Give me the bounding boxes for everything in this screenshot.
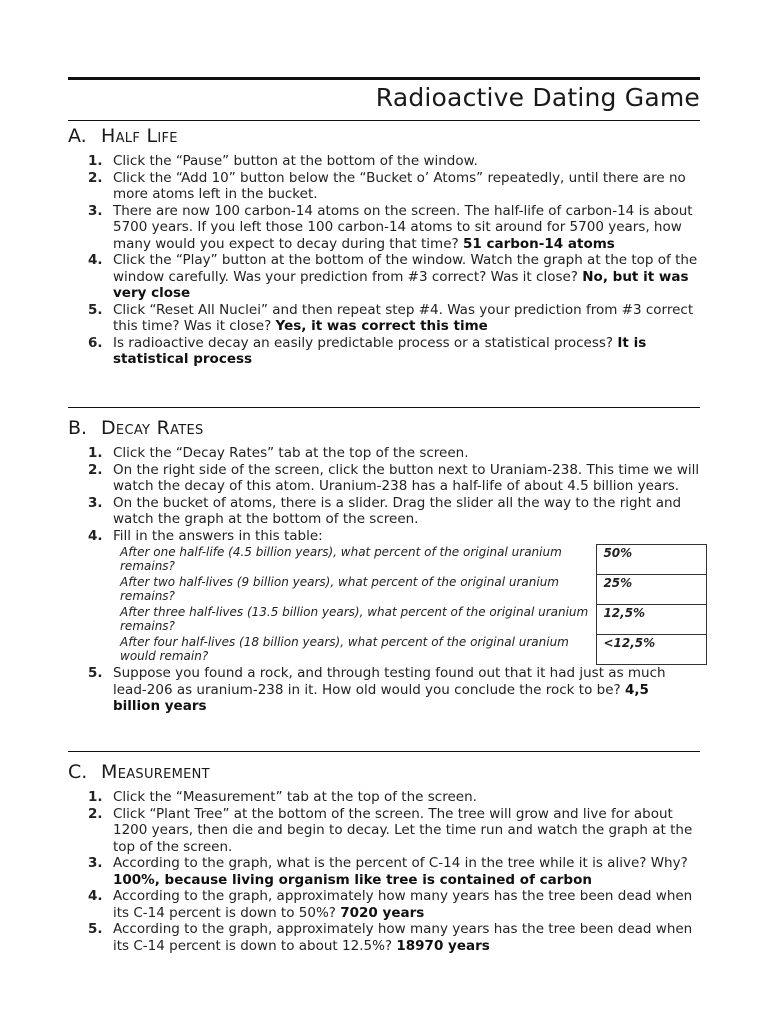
table-answer: 50% [597, 545, 707, 575]
question-item [68, 335, 700, 368]
section-heading [68, 416, 700, 440]
section-heading [68, 760, 700, 784]
question-item [68, 528, 700, 545]
title-rule [68, 120, 700, 121]
question-text: According to the graph, approximately how many years has the tree been dead when its C-14 percent is down to 50%? [113, 888, 693, 921]
question-item [68, 855, 700, 888]
section-title: Decay Rates [101, 417, 204, 439]
question-text: Click the “Play” button at the bottom of the window. Watch the graph at the top of the window carefully. Was your prediction from #3 correct? Was it close? [113, 252, 698, 285]
section-heading [68, 124, 700, 148]
question-list [68, 665, 700, 715]
question-item [68, 170, 700, 203]
question-item [68, 302, 700, 335]
answer-text: No, but it was very close [113, 268, 689, 301]
question-number: 6. [88, 334, 103, 351]
question-text: Is radioactive decay an easily predictable process or a statistical process? [113, 334, 614, 351]
question-number: 2. [88, 461, 103, 478]
section-letter: A. [68, 125, 87, 147]
section-letter: B. [68, 417, 88, 439]
answer-text: It is statistical process [113, 334, 647, 367]
answer-text: 4,5 billion years [113, 681, 649, 714]
answer-text: 100%, because living organism like tree is contained of carbon [113, 871, 592, 888]
table-question: After two half-lives (9 billion years), what percent of the original uranium remains? [120, 574, 559, 603]
question-item [68, 445, 700, 462]
answer-text: 51 carbon-14 atoms [462, 235, 615, 252]
question-text: On the bucket of atoms, there is a slider. Drag the slider all the way to the right and watch the graph at the bottom of the screen. [113, 494, 682, 527]
question-number: 5. [88, 301, 103, 318]
table-question: After four half-lives (18 billion years), what percent of the original uranium would remain? [120, 634, 569, 663]
question-number: 2. [88, 805, 103, 822]
question-item [68, 789, 700, 806]
question-list [68, 153, 700, 368]
question-number: 4. [88, 252, 103, 268]
question-text: Click the “Pause” button at the bottom of the window. [113, 153, 478, 169]
question-item [68, 921, 700, 954]
question-text: Click the “Decay Rates” tab at the top of the screen. [113, 445, 469, 461]
answer-text: Yes, it was correct this time [275, 318, 488, 334]
question-item [68, 888, 700, 921]
question-number: 5. [88, 665, 103, 681]
answer-text: 7020 years [340, 904, 425, 921]
question-item [68, 153, 700, 170]
question-list [68, 789, 700, 954]
section-measurement [68, 751, 700, 954]
question-text: There are now 100 carbon-14 atoms on the screen. The half-life of carbon-14 is about 5700 years. If you left those 100 carbon-14 atoms to sit around for 5700 years, how many would you expect to decay during that time? [113, 202, 693, 252]
question-number: 1. [88, 789, 103, 805]
question-number: 4. [88, 888, 103, 904]
answer-text: 18970 years [396, 937, 490, 954]
question-number: 5. [88, 921, 103, 937]
table-answer: 25% [597, 575, 707, 605]
top-rule [68, 77, 700, 80]
table-row [113, 605, 707, 635]
question-text: Click the “Add 10” button below the “Bucket o’ Atoms” repeatedly, until there are no more atoms left in the bucket. [113, 169, 686, 202]
answer-table [113, 544, 707, 665]
question-item [68, 462, 700, 495]
table-answer: 12,5% [597, 605, 707, 635]
section-title: Half Life [101, 125, 178, 147]
question-number: 3. [88, 202, 103, 219]
table-row [113, 575, 707, 605]
section-divider [68, 751, 700, 752]
question-text: According to the graph, what is the percent of C-14 in the tree while it is alive? Why? [113, 855, 688, 871]
question-list [68, 445, 700, 544]
question-item [68, 665, 700, 715]
section-decay-rates [68, 407, 700, 715]
table-question: After one half-life (4.5 billion years), what percent of the original uranium remains? [120, 544, 562, 573]
question-item [68, 252, 700, 302]
table-question: After three half-lives (13.5 billion years), what percent of the original uranium remains? [120, 604, 589, 633]
question-text: On the right side of the screen, click the button next to Uraniam-238. This time we will watch the decay of this atom. Uranium-238 has a half-life of about 4.5 billion years. [113, 461, 700, 494]
section-letter: C. [68, 761, 88, 783]
section-divider [68, 407, 700, 408]
page-title: Radioactive Dating Game [375, 83, 700, 112]
question-number: 3. [88, 494, 103, 511]
question-text: Click the “Measurement” tab at the top of the screen. [113, 789, 477, 805]
question-text: Fill in the answers in this table: [113, 527, 323, 544]
question-item [68, 203, 700, 253]
question-item [68, 806, 700, 856]
table-row [113, 635, 707, 665]
question-item [68, 495, 700, 528]
question-number: 1. [88, 153, 103, 169]
table-answer: <12,5% [597, 635, 707, 665]
question-number: 4. [88, 527, 103, 544]
question-text: According to the graph, approximately how many years has the tree been dead when its C-14 percent is down to about 12.5%? [113, 921, 693, 954]
section-title: Measurement [101, 761, 210, 783]
question-text: Suppose you found a rock, and through testing found out that it had just as much lead-206 as uranium-238 in it. How old would you conclude the rock to be? [113, 665, 666, 698]
question-number: 1. [88, 445, 103, 461]
section-half-life [68, 124, 700, 368]
question-number: 3. [88, 855, 103, 871]
question-text: Click “Reset All Nuclei” and then repeat step #4. Was your prediction from #3 correct this time? Was it close? [113, 301, 694, 334]
question-number: 2. [88, 169, 103, 186]
question-text: Click “Plant Tree” at the bottom of the screen. The tree will grow and live for about 1200 years, then die and begin to decay. Let the time run and watch the graph at the top of the screen. [113, 805, 693, 855]
table-row [113, 545, 707, 575]
